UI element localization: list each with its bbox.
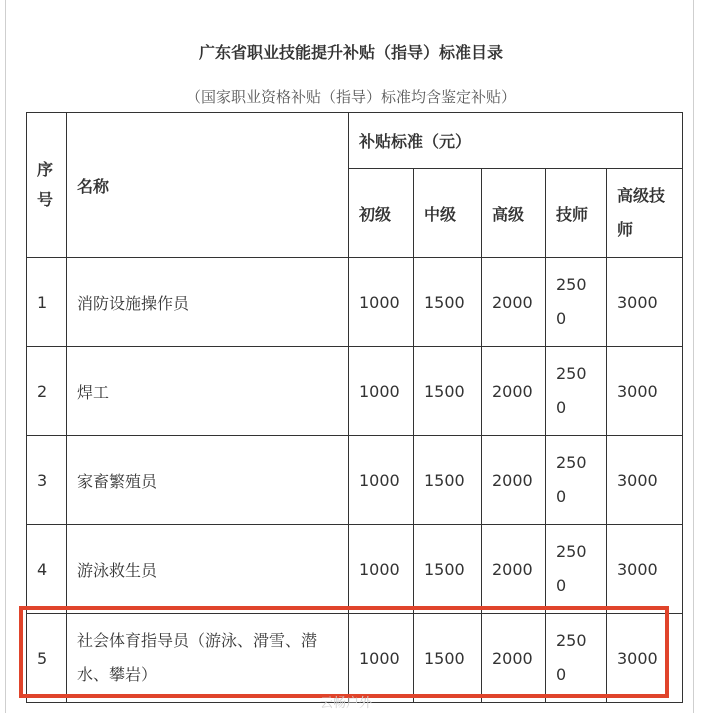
row-value: 1000: [349, 614, 414, 703]
level-header: 高级: [482, 169, 546, 258]
row-value: 3000: [607, 347, 683, 436]
row-value: 2500: [546, 436, 607, 525]
row-name: 家畜繁殖员: [67, 436, 349, 525]
row-seq: 3: [27, 436, 67, 525]
row-name: 焊工: [67, 347, 349, 436]
subsidy-group-header: 补贴标准（元）: [349, 113, 683, 169]
row-value: 2000: [482, 614, 546, 703]
row-value: 3000: [607, 525, 683, 614]
row-value: 1500: [414, 525, 482, 614]
row-value: 1000: [349, 436, 414, 525]
level-header: 初级: [349, 169, 414, 258]
level-header: 中级: [414, 169, 482, 258]
row-value: 1000: [349, 347, 414, 436]
row-value: 3000: [607, 614, 683, 703]
table-row: [27, 436, 683, 525]
table-row: [27, 347, 683, 436]
document-title: 广东省职业技能提升补贴（指导）标准目录: [198, 43, 503, 62]
row-seq: 4: [27, 525, 67, 614]
document-subtitle: （国家职业资格补贴（指导）标准均含鉴定补贴）: [185, 88, 516, 106]
row-value: 3000: [607, 258, 683, 347]
row-name: 消防设施操作员: [67, 258, 349, 347]
table-row: [27, 258, 683, 347]
row-value: 2000: [482, 258, 546, 347]
row-value: 1000: [349, 525, 414, 614]
row-value: 1500: [414, 347, 482, 436]
level-header: 技师: [546, 169, 607, 258]
highlight-box: [19, 606, 669, 698]
row-value: 1500: [414, 436, 482, 525]
row-seq: 5: [27, 614, 67, 703]
watermark: 云畅户外: [320, 696, 373, 711]
row-value: 1500: [414, 258, 482, 347]
row-value: 1000: [349, 258, 414, 347]
row-value: 1500: [414, 614, 482, 703]
row-value: 2500: [546, 614, 607, 703]
row-name: 游泳救生员: [67, 525, 349, 614]
seq-header: 序号: [27, 113, 67, 258]
level-header: 高级技师: [607, 169, 683, 258]
row-name: 社会体育指导员（游泳、滑雪、潜水、攀岩）: [67, 614, 349, 703]
row-value: 3000: [607, 436, 683, 525]
row-seq: 2: [27, 347, 67, 436]
row-value: 2500: [546, 525, 607, 614]
table-header-row-1: [27, 113, 683, 169]
table-row: [27, 525, 683, 614]
row-seq: 1: [27, 258, 67, 347]
row-value: 2000: [482, 347, 546, 436]
row-value: 2000: [482, 525, 546, 614]
row-value: 2500: [546, 258, 607, 347]
row-value: 2000: [482, 436, 546, 525]
name-header: 名称: [67, 113, 349, 258]
row-value: 2500: [546, 347, 607, 436]
